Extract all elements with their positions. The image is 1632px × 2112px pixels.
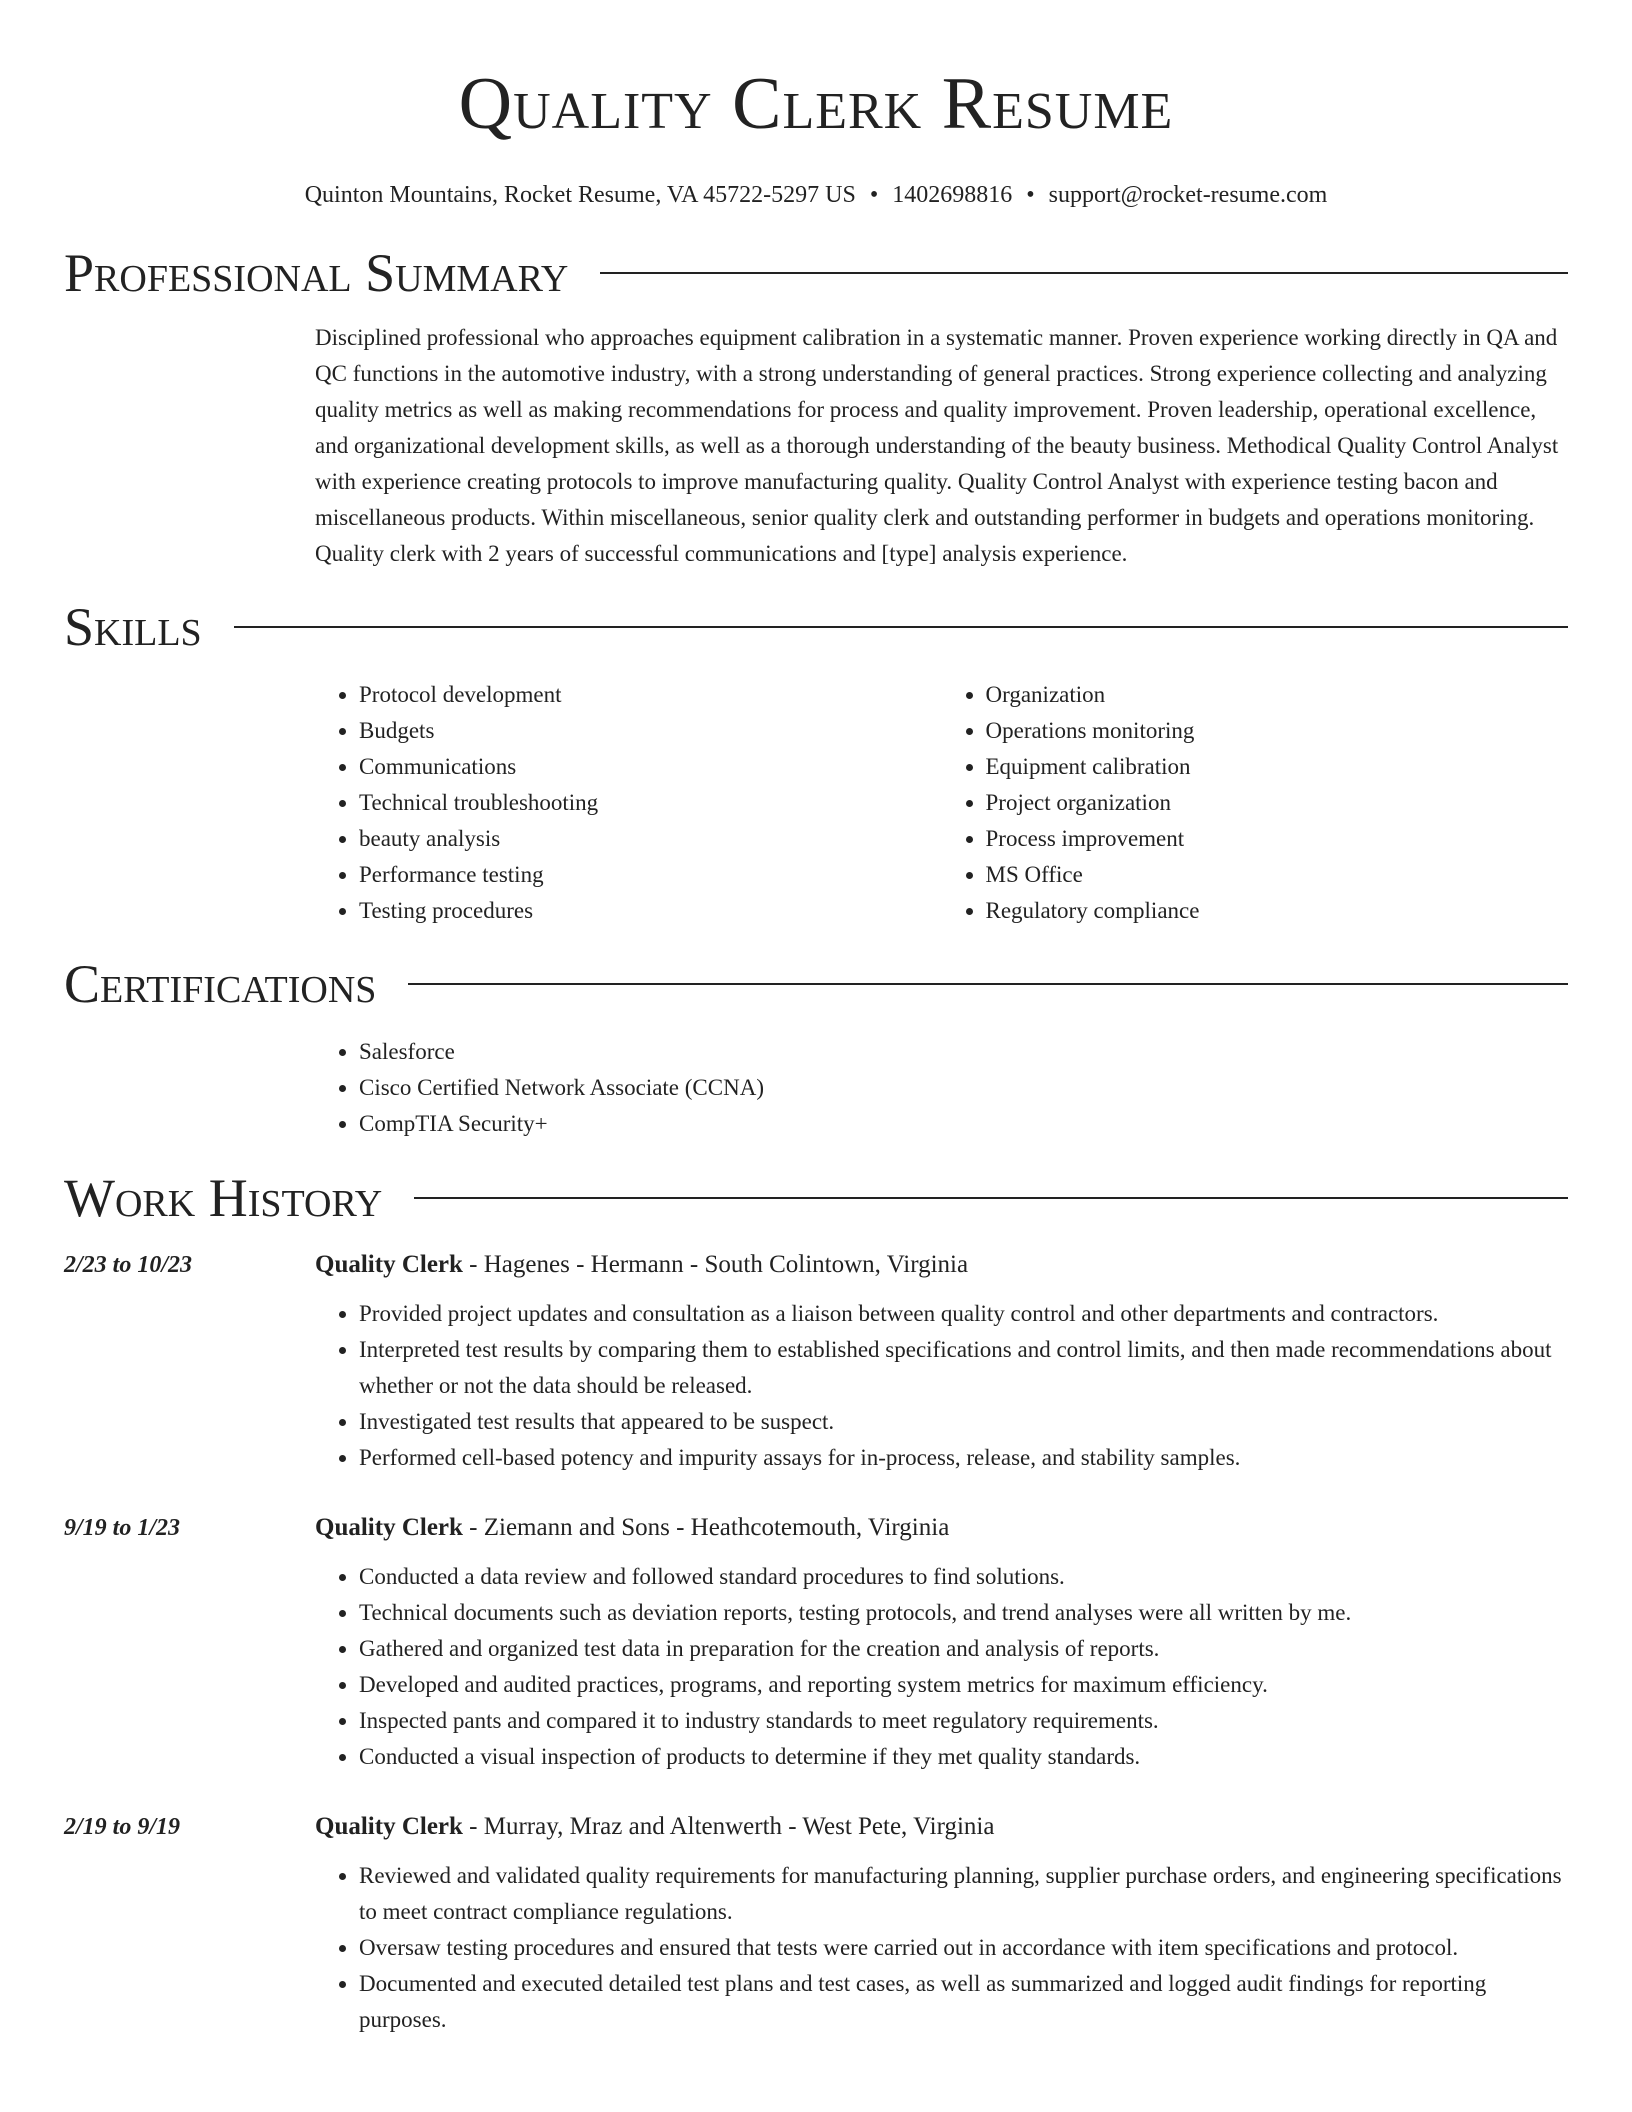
summary-header	[64, 240, 1568, 306]
skill-item: • Process improvement	[986, 821, 1569, 857]
certifications-list	[315, 1034, 1568, 1142]
skill-item: • Budgets	[359, 713, 942, 749]
job-main	[315, 1809, 1568, 2038]
skill-item: • Regulatory compliance	[986, 893, 1569, 929]
certifications-section	[64, 951, 1568, 1142]
job-employer: - Murray, Mraz and Altenwerth - West Pete, Virginia	[462, 1813, 995, 1840]
work-history-header	[64, 1165, 1568, 1231]
skill-item: • Communications	[359, 749, 942, 785]
section-divider	[408, 983, 1568, 985]
skill-item: • Performance testing	[359, 857, 942, 893]
section-heading: Skills	[64, 597, 202, 657]
skill-item: • Equipment calibration	[986, 749, 1569, 785]
skill-item: • Operations monitoring	[986, 713, 1569, 749]
skills-list-left	[315, 677, 942, 929]
certification-item: • CompTIA Security+	[359, 1106, 1568, 1142]
work-history-section	[64, 1165, 1568, 2038]
job-bullet: • Oversaw testing procedures and ensured that tests were carried out in accordance with item specifications and protocol.	[359, 1930, 1568, 1966]
job-title: Quality Clerk	[315, 1813, 463, 1840]
job-bullet: • Reviewed and validated quality requirements for manufacturing planning, supplier purchase orders, and engineering specifications to meet contract compliance regulations.	[359, 1858, 1568, 1930]
summary-section	[64, 240, 1568, 572]
job-employer: - Hagenes - Hermann - South Colintown, Virginia	[462, 1251, 969, 1278]
skill-item: • MS Office	[986, 857, 1569, 893]
certifications-body	[315, 1034, 1568, 1142]
skill-item: • Organization	[986, 677, 1569, 713]
job-header	[315, 1510, 1568, 1546]
section-divider	[600, 272, 1568, 274]
job-entry	[64, 1510, 1568, 1775]
skill-item: • Project organization	[986, 785, 1569, 821]
skill-item: • Technical troubleshooting	[359, 785, 942, 821]
job-dates: 2/23 to 10/23	[64, 1252, 193, 1278]
job-bullet: • Technical documents such as deviation reports, testing protocols, and trend analyses were all written by me.	[359, 1595, 1568, 1631]
job-header	[315, 1247, 1568, 1283]
job-entry	[64, 1809, 1568, 2038]
skills-header	[64, 594, 1568, 660]
certifications-header	[64, 951, 1568, 1017]
certification-item: • Cisco Certified Network Associate (CCNA)	[359, 1070, 1568, 1106]
skills-section	[64, 594, 1568, 929]
job-bullet: • Documented and executed detailed test plans and test cases, as well as summarized and logged audit findings for reporting purposes.	[359, 1966, 1568, 2038]
job-title: Quality Clerk	[315, 1251, 463, 1278]
skills-list-right	[942, 677, 1569, 929]
skill-item: • Testing procedures	[359, 893, 942, 929]
job-employer: - Ziemann and Sons - Heathcotemouth, Virginia	[462, 1514, 950, 1541]
job-bullet: • Conducted a visual inspection of products to determine if they met quality standards.	[359, 1739, 1568, 1775]
job-title: Quality Clerk	[315, 1514, 463, 1541]
job-entry	[64, 1247, 1568, 1476]
job-bullet: • Interpreted test results by comparing them to established specifications and control limits, and then made recommendations about whether or not the data should be released.	[359, 1332, 1568, 1404]
job-bullets	[315, 1858, 1568, 2038]
section-heading: Professional Summary	[64, 243, 569, 303]
contact-address: Quinton Mountains, Rocket Resume, VA 45722-5297 US	[304, 182, 856, 208]
certification-item: • Salesforce	[359, 1034, 1568, 1070]
job-bullet: • Developed and audited practices, programs, and reporting system metrics for maximum efficiency.	[359, 1667, 1568, 1703]
contact-separator: •	[1026, 182, 1035, 208]
job-header	[315, 1809, 1568, 1845]
section-divider	[234, 626, 1568, 628]
job-bullets	[315, 1559, 1568, 1775]
job-main	[315, 1510, 1568, 1775]
job-bullet: • Conducted a data review and followed standard procedures to find solutions.	[359, 1559, 1568, 1595]
job-bullet: • Performed cell-based potency and impurity assays for in-process, release, and stability samples.	[359, 1440, 1568, 1476]
contact-email[interactable]: support@rocket-resume.com	[1048, 182, 1328, 208]
job-bullet: • Gathered and organized test data in preparation for the creation and analysis of reports.	[359, 1631, 1568, 1667]
job-dates: 9/19 to 1/23	[64, 1515, 181, 1541]
job-bullet: • Investigated test results that appeared to be suspect.	[359, 1404, 1568, 1440]
job-main	[315, 1247, 1568, 1476]
contact-phone: 1402698816	[892, 182, 1013, 208]
skill-item: • Protocol development	[359, 677, 942, 713]
resume-title: Quality Clerk Resume	[458, 63, 1174, 145]
contact-line	[64, 180, 1568, 210]
section-heading: Certifications	[64, 954, 377, 1014]
contact-separator: •	[869, 182, 879, 208]
job-bullet: • Inspected pants and compared it to industry standards to meet regulatory requirements.	[359, 1703, 1568, 1739]
resume-page	[64, 0, 1568, 2038]
skill-item: • beauty analysis	[359, 821, 942, 857]
skills-columns	[315, 677, 1568, 929]
summary-text: Disciplined professional who approaches equipment calibration in a systematic manner. Proven experience working directly in QA and QC functions in the automotive industry, with a strong understanding of general practices. Strong experience collecting and analyzing quality metrics as well as making recommendations for process and quality improvement. Proven leadership, operational excellence, and organizational development skills, as well as a thorough understanding of the beauty business. Methodical Quality Control Analyst with experience creating protocols to improve manufacturing quality. Quality Control Analyst with experience testing bacon and miscellaneous products. Within miscellaneous, senior quality clerk and outstanding performer in budgets and operations monitoring. Quality clerk with 2 years of successful communications and [type] analysis experience.	[315, 325, 1559, 566]
job-dates: 2/19 to 9/19	[64, 1814, 181, 1840]
job-bullet: • Provided project updates and consultation as a liaison between quality control and other departments and contractors.	[359, 1296, 1568, 1332]
section-heading: Work History	[64, 1168, 383, 1228]
job-bullets	[315, 1296, 1568, 1476]
section-divider	[414, 1197, 1568, 1199]
